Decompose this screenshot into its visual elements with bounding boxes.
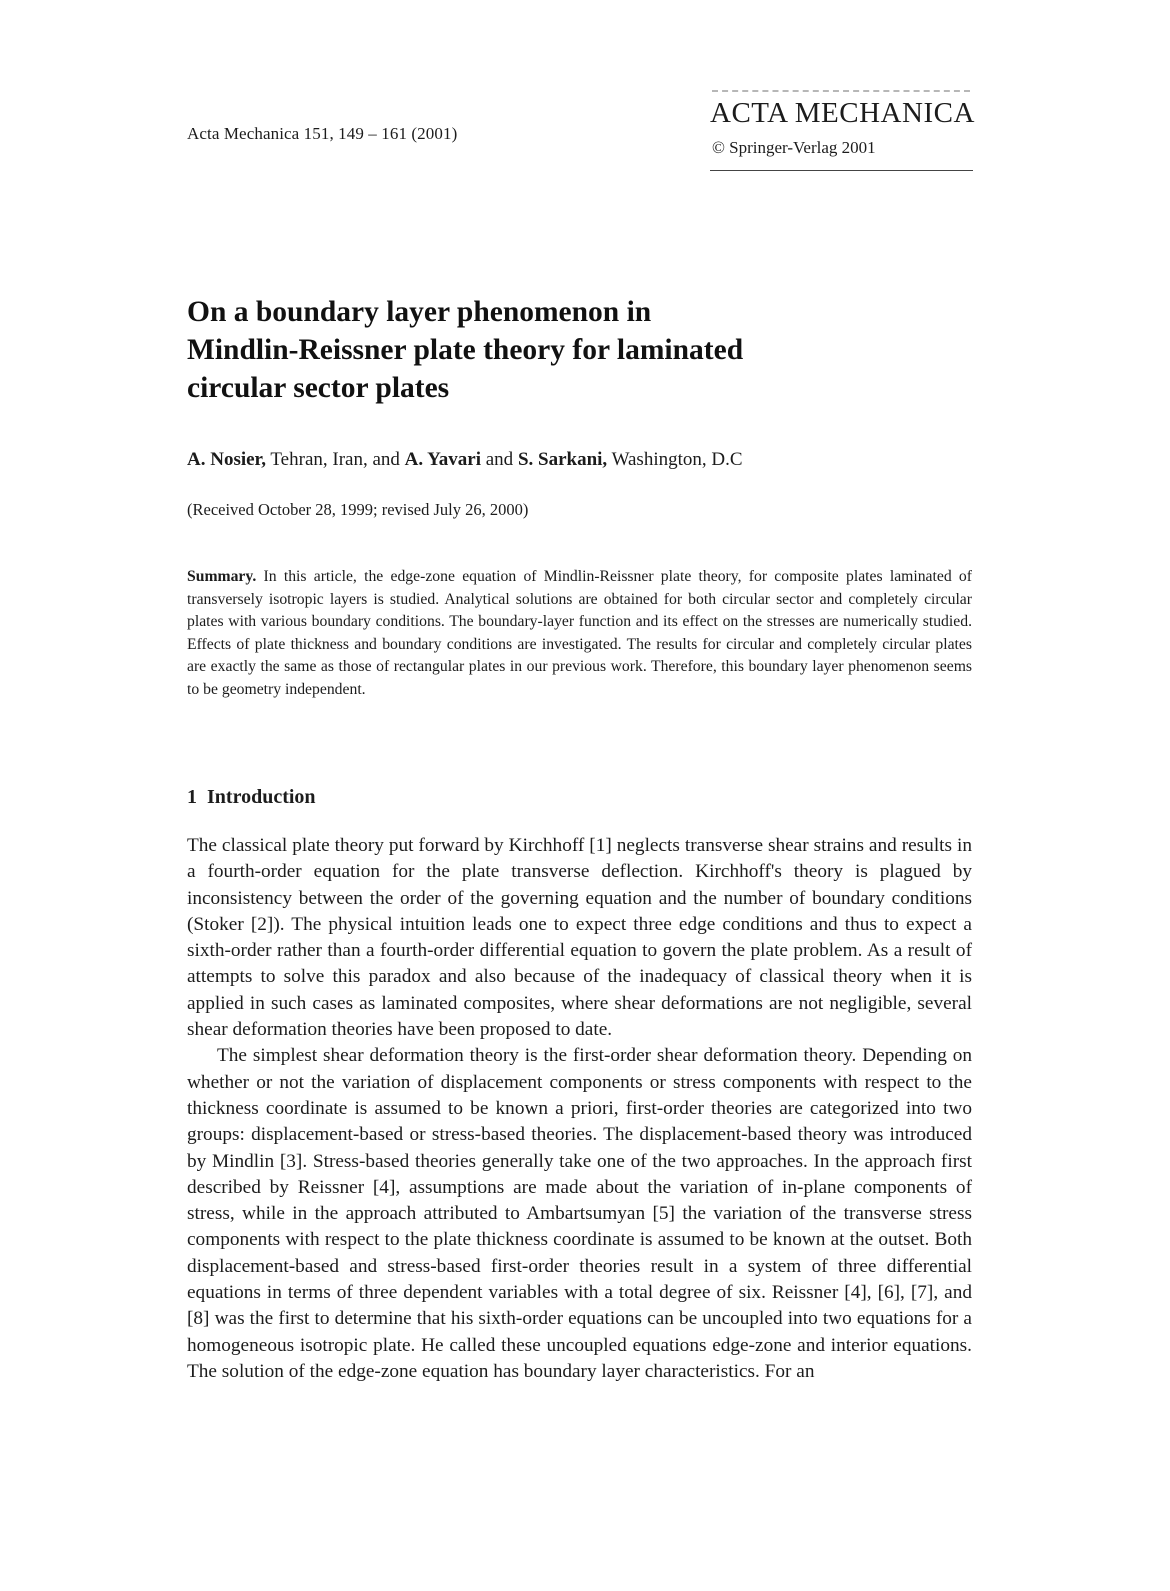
paragraph: The simplest shear deformation theory is the first-order shear deformation theory. Depending on whether or not the variation of displacement components or stress components with respect to the thickness coordinate is assumed to be known a priori, first-order theories are categorized into two groups: displacement-based or stress-based theories. The displacement-based theory was introduced by Mindlin [3]. Stress-based theories generally take one of the two approaches. In the approach first described by Reissner [4], assumptions are made about the variation of in-plane components of stress, while in the approach attributed to Ambartsumyan [5] the variation of the transverse stress components with respect to the plate thickness coordinate is assumed to be known at the outset. Both displacement-based and stress-based first-order theories result in a system of three differential equations in terms of three dependent variables with a total degree of six. Reissner [4], [6], [7], and [8] was the first to determine that his sixth-order equations can be uncoupled into two equations for a homogeneous isotropic plate. He called these uncoupled equations edge-zone and interior equations. The solution of the edge-zone equation has boundary layer characteristics. For an — [187, 1045, 972, 1382]
paragraph: The classical plate theory put forward by Kirchhoff [1] neglects transverse shear strains and results in a fourth-order equation for the plate transverse deflection. Kirchhoff's theory is plagued by inconsistency between the order of the governing equation and the number of boundary conditions (Stoker [2]). The physical intuition leads one to expect three edge conditions and thus to expect a sixth-order rather than a fourth-order differential equation to govern the plate problem. As a result of attempts to solve this paradox and also because of the inadequacy of classical theory when it is applied in such cases as laminated composites, where shear deformations are not negligible, several shear deformation theories have been proposed to date. — [187, 835, 972, 1041]
title-line: circular sector plates — [187, 372, 450, 404]
copyright-notice: © Springer-Verlag 2001 — [712, 138, 876, 157]
abstract — [187, 566, 972, 701]
author-connector: and — [481, 449, 518, 470]
journal-citation: Acta Mechanica 151, 149 – 161 (2001) — [187, 124, 458, 143]
abstract-text: In this article, the edge-zone equation of Mindlin-Reissner plate theory, for composite plates laminated of transversely isotropic layers is studied. Analytical solutions are obtained for both circular sector and completely circular plates with various boundary conditions. The boundary-layer function and its effect on the stresses are numerically studied. Effects of plate thickness and boundary conditions are investigated. The results for circular and completely circular plates are exactly the same as those of rectangular plates in our previous work. Therefore, this boundary layer phenomenon seems to be geometry independent. — [187, 568, 972, 698]
section-number: 1 — [187, 786, 197, 808]
masthead-dashed-rule — [712, 90, 970, 92]
journal-name: ACTA MECHANICA — [710, 97, 975, 129]
author-name: S. Sarkani, — [517, 449, 608, 470]
masthead-rule — [710, 170, 973, 171]
abstract-label: Summary. — [187, 568, 257, 585]
author-name: A. Nosier, — [187, 449, 266, 470]
section-heading — [187, 786, 316, 809]
paper-title — [187, 293, 947, 407]
body-text — [187, 833, 972, 1385]
title-line: Mindlin-Reissner plate theory for laminated — [187, 334, 744, 366]
received-dates: (Received October 28, 1999; revised July 26, 2000) — [187, 500, 529, 519]
author-affiliation: Washington, D.C — [607, 449, 743, 470]
author-line — [187, 449, 743, 471]
author-affiliation: Tehran, Iran, and — [266, 449, 405, 470]
journal-masthead — [710, 90, 973, 171]
section-title: Introduction — [207, 786, 316, 808]
title-line: On a boundary layer phenomenon in — [187, 296, 652, 328]
author-name: A. Yavari — [404, 449, 481, 470]
